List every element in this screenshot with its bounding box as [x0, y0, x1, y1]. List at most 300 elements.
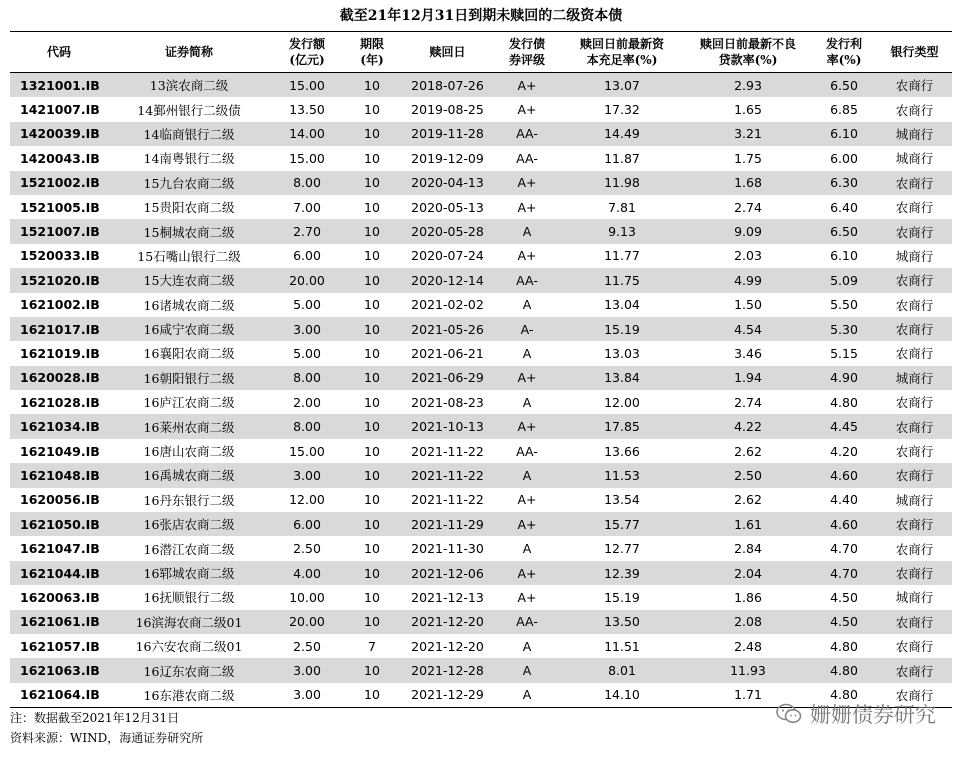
cell-npl-ratio: 1.86: [734, 589, 762, 605]
cell-security-name: 16禹城农商二级: [108, 463, 270, 487]
table-row: [10, 268, 952, 292]
table-row: [10, 610, 952, 634]
cell-npl-ratio: 2.08: [685, 610, 811, 634]
cell-bank-type: 农商行: [877, 610, 952, 634]
cell-capital-adequacy: 13.66: [604, 443, 640, 459]
cell-security-name: 16抚顺银行二级: [143, 590, 235, 606]
cell-term: 10: [364, 150, 380, 166]
table-header: [10, 32, 952, 73]
cell-redemption-date: 2021-06-29: [400, 366, 495, 390]
cell-rating: AA-: [495, 122, 559, 146]
cell-rating: AA-: [516, 443, 538, 459]
cell-code: 1621057.IB: [20, 638, 100, 654]
header-line: 率(%): [826, 53, 862, 67]
cell-bank-type: 农商行: [877, 317, 952, 341]
header-redemption-date: [400, 32, 495, 73]
cell-issue-amount: 15.00: [289, 150, 325, 166]
cell-security-name: 16郓城农商二级: [108, 561, 270, 585]
cell-npl-ratio: 2.04: [685, 561, 811, 585]
cell-issue-amount: 15.00: [270, 73, 344, 98]
header-line: 银行类型: [890, 45, 939, 59]
cell-coupon-rate: 4.90: [811, 366, 877, 390]
header-line: 期限: [359, 37, 384, 51]
cell-redemption-date: 2021-12-20: [400, 610, 495, 634]
cell-coupon-rate: 4.80: [830, 638, 858, 654]
cell-bank-type: 农商行: [877, 683, 952, 708]
cell-security-name: 16诸城农商二级: [143, 297, 235, 313]
cell-capital-adequacy: 17.85: [559, 414, 685, 438]
cell-rating: AA-: [516, 150, 538, 166]
cell-code: 1520033.IB: [20, 248, 100, 264]
cell-bank-type: 农商行: [877, 658, 952, 682]
cell-coupon-rate: 4.70: [830, 541, 858, 557]
table-row: [10, 585, 952, 609]
table-row: [10, 414, 952, 438]
cell-npl-ratio: 4.99: [685, 268, 811, 292]
cell-capital-adequacy: 9.13: [559, 219, 685, 243]
cell-term: 10: [344, 122, 400, 146]
cell-redemption-date: 2021-08-23: [411, 394, 484, 410]
header-line: 证券简称: [164, 45, 213, 59]
cell-issue-amount: 6.00: [270, 512, 344, 536]
cell-npl-ratio: 2.74: [734, 199, 762, 215]
cell-issue-amount: 4.00: [270, 561, 344, 585]
cell-code: 1420039.IB: [10, 122, 108, 146]
cell-term: 10: [344, 268, 400, 292]
table-row: [10, 512, 952, 536]
cell-coupon-rate: 4.50: [811, 610, 877, 634]
cell-capital-adequacy: 11.75: [559, 268, 685, 292]
cell-redemption-date: 2018-07-26: [400, 73, 495, 98]
cell-security-name: 16唐山农商二级: [143, 444, 235, 460]
cell-npl-ratio: 11.93: [685, 658, 811, 682]
table-row: [10, 97, 952, 121]
cell-npl-ratio: 3.21: [685, 122, 811, 146]
header-npl-ratio: [685, 32, 811, 73]
header-coupon-rate: [811, 32, 877, 73]
cell-npl-ratio: 2.74: [734, 394, 762, 410]
cell-npl-ratio: 2.48: [734, 638, 762, 654]
cell-capital-adequacy: 15.77: [559, 512, 685, 536]
cell-security-name: 16襄阳农商二级: [143, 346, 235, 362]
cell-code: 1621047.IB: [20, 541, 100, 557]
cell-redemption-date: 2020-07-24: [411, 248, 484, 264]
cell-coupon-rate: 4.20: [830, 443, 858, 459]
cell-npl-ratio: 1.65: [734, 102, 762, 118]
table-row: [10, 219, 952, 243]
cell-coupon-rate: 4.45: [811, 414, 877, 438]
cell-bank-type: 农商行: [877, 512, 952, 536]
cell-security-name: 14鄞州银行二级债: [137, 102, 241, 118]
cell-rating: A: [495, 683, 559, 708]
cell-bank-type: 农商行: [895, 639, 934, 655]
table-row: [10, 634, 952, 658]
cell-code: 1621028.IB: [20, 394, 100, 410]
cell-npl-ratio: 1.75: [734, 150, 762, 166]
cell-code: 1521020.IB: [10, 268, 108, 292]
header-security-name: [108, 32, 270, 73]
cell-term: 10: [344, 73, 400, 98]
cell-npl-ratio: 4.54: [685, 317, 811, 341]
cell-rating: A+: [495, 512, 559, 536]
cell-security-name: 15桐城农商二级: [108, 219, 270, 243]
cell-bank-type: 城商行: [895, 590, 934, 606]
cell-security-name: 16丹东银行二级: [143, 492, 235, 508]
cell-issue-amount: 2.70: [270, 219, 344, 243]
cell-coupon-rate: 4.50: [830, 589, 858, 605]
cell-coupon-rate: 4.70: [811, 561, 877, 585]
cell-issue-amount: 3.00: [270, 658, 344, 682]
cell-security-name: 15九台农商二级: [108, 171, 270, 195]
cell-term: 10: [344, 414, 400, 438]
cell-capital-adequacy: 14.49: [559, 122, 685, 146]
cell-bank-type: 农商行: [877, 414, 952, 438]
cell-coupon-rate: 4.40: [830, 492, 858, 508]
header-line: 代码: [46, 45, 71, 59]
cell-term: 10: [364, 297, 380, 313]
cell-bank-type: 农商行: [895, 102, 934, 118]
cell-issue-amount: 20.00: [270, 268, 344, 292]
cell-term: 10: [344, 610, 400, 634]
cell-code: 1620063.IB: [20, 589, 100, 605]
cell-bank-type: 农商行: [877, 463, 952, 487]
cell-issue-amount: 3.00: [270, 683, 344, 708]
header-row: [10, 32, 952, 73]
cell-rating: A+: [517, 589, 537, 605]
cell-npl-ratio: 1.61: [685, 512, 811, 536]
table-row: [10, 366, 952, 390]
cell-code: 1421007.IB: [20, 102, 100, 118]
cell-bank-type: 城商行: [877, 122, 952, 146]
cell-redemption-date: 2021-06-21: [411, 345, 484, 361]
cell-term: 7: [368, 638, 376, 654]
cell-code: 1621019.IB: [20, 345, 100, 361]
cell-rating: AA-: [495, 610, 559, 634]
cell-bank-type: 城商行: [895, 492, 934, 508]
cell-redemption-date: 2020-12-14: [400, 268, 495, 292]
cell-coupon-rate: 6.10: [811, 122, 877, 146]
cell-coupon-rate: 6.30: [811, 171, 877, 195]
cell-capital-adequacy: 12.39: [559, 561, 685, 585]
cell-capital-adequacy: 13.04: [604, 297, 640, 313]
cell-security-name: 16东港农商二级: [108, 683, 270, 708]
cell-coupon-rate: 5.50: [830, 297, 858, 313]
header-line: 贷款率(%): [718, 53, 778, 67]
cell-code: 1621064.IB: [10, 683, 108, 708]
cell-term: 10: [344, 683, 400, 708]
cell-term: 10: [344, 512, 400, 536]
cell-rating: A+: [517, 492, 537, 508]
table-row: [10, 244, 952, 268]
cell-npl-ratio: 1.71: [685, 683, 811, 708]
cell-bank-type: 农商行: [895, 541, 934, 557]
cell-redemption-date: 2021-10-13: [400, 414, 495, 438]
cell-coupon-rate: 4.80: [830, 394, 858, 410]
cell-security-name: 16潜江农商二级: [143, 541, 235, 557]
cell-capital-adequacy: 8.01: [559, 658, 685, 682]
cell-bank-type: 城商行: [895, 151, 934, 167]
cell-issue-amount: 6.00: [293, 248, 321, 264]
cell-security-name: 14临商银行二级: [108, 122, 270, 146]
cell-capital-adequacy: 13.07: [559, 73, 685, 98]
cell-code: 1621034.IB: [10, 414, 108, 438]
cell-issue-amount: 5.00: [293, 297, 321, 313]
table-row: [10, 317, 952, 341]
cell-issue-amount: 3.00: [270, 317, 344, 341]
cell-capital-adequacy: 11.87: [604, 150, 640, 166]
cell-capital-adequacy: 13.54: [604, 492, 640, 508]
header-code: [10, 32, 108, 73]
cell-issue-amount: 10.00: [289, 589, 325, 605]
cell-capital-adequacy: 11.53: [559, 463, 685, 487]
cell-security-name: 14南粤银行二级: [143, 151, 235, 167]
cell-term: 10: [364, 492, 380, 508]
cell-code: 1621002.IB: [20, 297, 100, 313]
table-row: [10, 171, 952, 195]
cell-rating: A: [522, 297, 532, 313]
cell-npl-ratio: 4.22: [685, 414, 811, 438]
cell-code: 1620056.IB: [20, 492, 100, 508]
cell-security-name: 16咸宁农商二级: [108, 317, 270, 341]
cell-redemption-date: 2021-11-29: [400, 512, 495, 536]
table-title: 截至21年12月31日到期未赎回的二级资本债: [339, 8, 623, 24]
cell-capital-adequacy: 17.32: [604, 102, 640, 118]
source-note: 资料来源：WIND，海通证券研究所: [10, 731, 204, 745]
footnotes: [10, 708, 203, 748]
cell-capital-adequacy: 11.77: [604, 248, 640, 264]
wechat-icon: [776, 703, 802, 725]
cell-term: 10: [344, 317, 400, 341]
cell-coupon-rate: 4.60: [811, 512, 877, 536]
table-row: [10, 536, 952, 560]
cell-term: 10: [344, 366, 400, 390]
header-line: (年): [360, 53, 384, 67]
cell-term: 10: [344, 171, 400, 195]
cell-rating: A+: [495, 414, 559, 438]
cell-redemption-date: 2020-05-28: [400, 219, 495, 243]
cell-rating: A+: [495, 171, 559, 195]
cell-redemption-date: 2019-11-28: [400, 122, 495, 146]
cell-bank-type: 农商行: [895, 444, 934, 460]
cell-rating: A-: [495, 317, 559, 341]
header-line: 赎回日前最新不良: [699, 37, 796, 51]
cell-security-name: 16朝阳银行二级: [108, 366, 270, 390]
cell-term: 10: [344, 219, 400, 243]
cell-code: 1521007.IB: [10, 219, 108, 243]
cell-redemption-date: 2021-12-20: [411, 638, 484, 654]
cell-issue-amount: 8.00: [270, 171, 344, 195]
cell-npl-ratio: 3.46: [734, 345, 762, 361]
header-line: 赎回日前最新资: [579, 37, 664, 51]
cell-term: 10: [364, 248, 380, 264]
cell-issue-amount: 12.00: [289, 492, 325, 508]
cell-coupon-rate: 4.60: [811, 463, 877, 487]
cell-term: 10: [364, 589, 380, 605]
cell-security-name: 16滨海农商二级01: [108, 610, 270, 634]
table-row: [10, 390, 952, 414]
table-row: [10, 293, 952, 317]
cell-rating: A+: [495, 366, 559, 390]
cell-npl-ratio: 1.68: [685, 171, 811, 195]
header-line: 发行额: [288, 37, 325, 51]
cell-code: 1621017.IB: [10, 317, 108, 341]
cell-bank-type: 城商行: [877, 366, 952, 390]
header-capital-adequacy: [559, 32, 685, 73]
cell-issue-amount: 20.00: [270, 610, 344, 634]
cell-redemption-date: 2021-05-26: [400, 317, 495, 341]
cell-rating: A: [522, 541, 532, 557]
cell-capital-adequacy: 12.00: [604, 394, 640, 410]
cell-code: 1621063.IB: [10, 658, 108, 682]
cell-issue-amount: 2.50: [293, 638, 321, 654]
cell-npl-ratio: 2.62: [734, 443, 762, 459]
cell-bank-type: 农商行: [895, 297, 934, 313]
cell-issue-amount: 2.00: [293, 394, 321, 410]
cell-issue-amount: 3.00: [270, 463, 344, 487]
table-row: [10, 561, 952, 585]
header-line: 发行债: [508, 37, 545, 51]
cell-term: 10: [344, 658, 400, 682]
cell-redemption-date: 2020-05-13: [411, 199, 484, 215]
header-bank-type: [877, 32, 952, 73]
cell-rating: A: [495, 463, 559, 487]
cell-coupon-rate: 6.40: [830, 199, 858, 215]
watermark-text: 姗姗债券研究: [810, 703, 936, 727]
cell-coupon-rate: 6.50: [811, 219, 877, 243]
data-note: 注：数据截至2021年12月31日: [10, 711, 180, 725]
cell-rating: A+: [517, 248, 537, 264]
cell-term: 10: [364, 345, 380, 361]
cell-code: 1621050.IB: [10, 512, 108, 536]
cell-capital-adequacy: 7.81: [608, 199, 636, 215]
cell-npl-ratio: 1.94: [685, 366, 811, 390]
cell-bank-type: 农商行: [895, 200, 934, 216]
cell-capital-adequacy: 14.10: [559, 683, 685, 708]
cell-code: 1620028.IB: [10, 366, 108, 390]
header-line: 发行利: [825, 37, 862, 51]
cell-coupon-rate: 6.85: [830, 102, 858, 118]
watermark: [776, 699, 936, 729]
cell-bank-type: 农商行: [877, 171, 952, 195]
cell-bank-type: 农商行: [877, 268, 952, 292]
cell-rating: A: [522, 638, 532, 654]
cell-code: 1521002.IB: [10, 171, 108, 195]
cell-coupon-rate: 6.10: [830, 248, 858, 264]
table-body: [10, 73, 952, 708]
cell-redemption-date: 2021-12-29: [400, 683, 495, 708]
cell-term: 10: [364, 102, 380, 118]
cell-rating: A+: [517, 102, 537, 118]
cell-code: 1621048.IB: [10, 463, 108, 487]
cell-npl-ratio: 2.50: [685, 463, 811, 487]
cell-capital-adequacy: 15.19: [559, 317, 685, 341]
cell-rating: A: [522, 394, 532, 410]
cell-issue-amount: 8.00: [270, 414, 344, 438]
cell-redemption-date: 2021-11-22: [411, 492, 484, 508]
bond-table: [10, 31, 952, 708]
table-row: [10, 488, 952, 512]
cell-issue-amount: 15.00: [289, 443, 325, 459]
cell-code: 1420043.IB: [20, 150, 100, 166]
cell-code: 1521005.IB: [20, 199, 100, 215]
cell-security-name: 13滨农商二级: [108, 73, 270, 98]
cell-redemption-date: 2021-12-06: [400, 561, 495, 585]
cell-issue-amount: 13.50: [289, 102, 325, 118]
table-row: [10, 439, 952, 463]
cell-term: 10: [364, 443, 380, 459]
cell-issue-amount: 8.00: [270, 366, 344, 390]
cell-bank-type: 农商行: [877, 73, 952, 98]
cell-coupon-rate: 6.50: [811, 73, 877, 98]
cell-coupon-rate: 5.15: [830, 345, 858, 361]
cell-redemption-date: 2019-08-25: [411, 102, 484, 118]
cell-code: 1621061.IB: [10, 610, 108, 634]
cell-rating: A+: [495, 561, 559, 585]
cell-bank-type: 农商行: [895, 395, 934, 411]
header-line: (亿元): [289, 53, 325, 67]
cell-issue-amount: 2.50: [293, 541, 321, 557]
cell-redemption-date: 2021-11-22: [400, 463, 495, 487]
cell-rating: A+: [517, 199, 537, 215]
cell-capital-adequacy: 13.50: [559, 610, 685, 634]
cell-security-name: 15石嘴山银行二级: [137, 248, 241, 264]
cell-redemption-date: 2021-11-22: [411, 443, 484, 459]
cell-capital-adequacy: 11.98: [559, 171, 685, 195]
cell-npl-ratio: 9.09: [685, 219, 811, 243]
cell-security-name: 16辽东农商二级: [108, 658, 270, 682]
cell-capital-adequacy: 13.84: [559, 366, 685, 390]
cell-term: 10: [344, 561, 400, 585]
cell-security-name: 16庐江农商二级: [143, 395, 235, 411]
cell-redemption-date: 2021-02-02: [411, 297, 484, 313]
cell-term: 10: [344, 463, 400, 487]
cell-code: 1621049.IB: [20, 443, 100, 459]
header-term: [344, 32, 400, 73]
cell-security-name: 15贵阳农商二级: [143, 200, 235, 216]
table-row: [10, 122, 952, 146]
cell-security-name: 15大连农商二级: [108, 268, 270, 292]
cell-security-name: 16张店农商二级: [108, 512, 270, 536]
header-line: 赎回日: [429, 45, 466, 59]
cell-capital-adequacy: 11.51: [604, 638, 640, 654]
cell-bank-type: 农商行: [877, 219, 952, 243]
cell-redemption-date: 2021-11-30: [411, 541, 484, 557]
cell-npl-ratio: 2.84: [734, 541, 762, 557]
cell-coupon-rate: 4.80: [811, 658, 877, 682]
cell-term: 10: [364, 199, 380, 215]
header-line: 券评级: [508, 53, 545, 67]
header-issue-amount: [270, 32, 344, 73]
cell-issue-amount: 14.00: [270, 122, 344, 146]
cell-capital-adequacy: 13.03: [604, 345, 640, 361]
cell-capital-adequacy: 15.19: [604, 589, 640, 605]
cell-npl-ratio: 1.50: [734, 297, 762, 313]
cell-capital-adequacy: 12.77: [604, 541, 640, 557]
cell-bank-type: 农商行: [895, 346, 934, 362]
cell-security-name: 16莱州农商二级: [108, 414, 270, 438]
cell-npl-ratio: 2.93: [685, 73, 811, 98]
cell-redemption-date: 2021-12-28: [400, 658, 495, 682]
cell-redemption-date: 2019-12-09: [411, 150, 484, 166]
cell-code: 1621044.IB: [10, 561, 108, 585]
cell-bank-type: 农商行: [877, 561, 952, 585]
table-row: [10, 73, 952, 98]
cell-security-name: 16六安农商二级01: [135, 639, 243, 655]
cell-coupon-rate: 4.80: [811, 683, 877, 708]
table-row: [10, 195, 952, 219]
cell-term: 10: [364, 541, 380, 557]
cell-issue-amount: 7.00: [293, 199, 321, 215]
